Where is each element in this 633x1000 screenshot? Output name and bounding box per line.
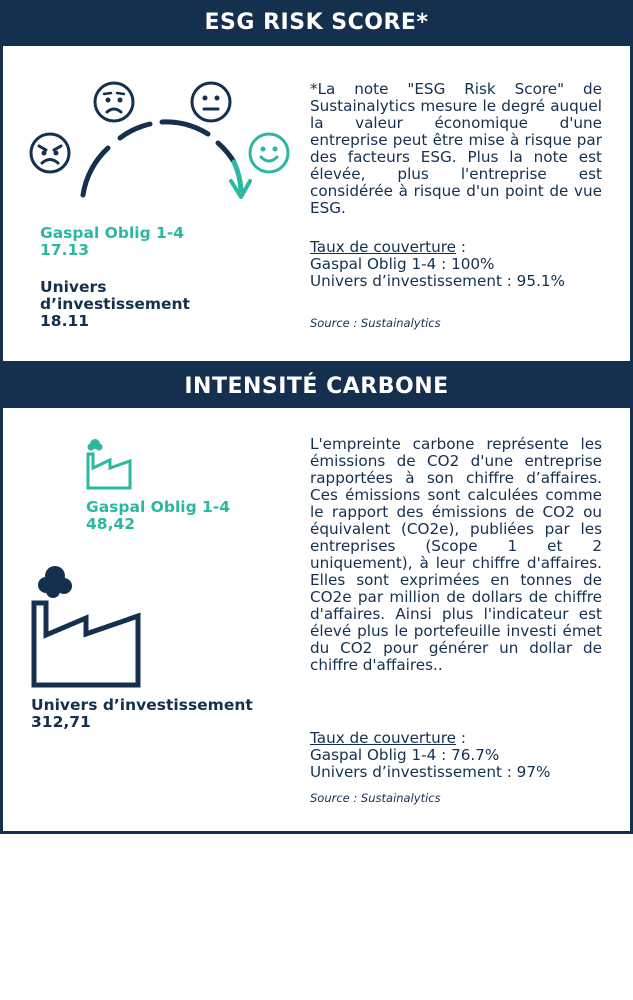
carbon-coverage-colon: :	[456, 729, 466, 747]
carbon-fund-name: Gaspal Oblig 1-4	[86, 498, 231, 516]
carbon-coverage	[310, 730, 610, 781]
esg-fund-label	[40, 225, 184, 259]
esg-coverage-title: Taux de couverture	[310, 238, 456, 256]
esg-section-title: ESG RISK SCORE*	[0, 0, 633, 46]
carbon-source: Source : Sustainalytics	[310, 791, 441, 805]
carbon-description: L'empreinte carbone représente les émissions de CO2 d'une entreprise rapportées à son chiffre d’affaires. Ces émissions sont calculées comme le rapport des émissions de CO2 ou équivalent (CO2e), publiées par les entreprises (Scope 1 et 2 uniquement), à leur chiffre d'affaires. Elles sont exprimées en tonnes de CO2e par million de dollars de chiffre d'affaires. Ainsi plus l'indicateur est élevé plus le portefeuille investi émet du CO2 pour générer un dollar de chiffre d'affaires..	[310, 435, 602, 674]
carbon-fund-label	[86, 499, 230, 533]
gauge-arc-icon	[83, 148, 108, 195]
esg-fund-name: Gaspal Oblig 1-4	[40, 224, 185, 242]
esg-coverage-fund: Gaspal Oblig 1-4 : 100%	[310, 255, 495, 273]
carbon-universe-name: Univers d’investissement	[31, 696, 253, 714]
carbon-universe-value: 312,71	[31, 713, 91, 731]
esg-coverage	[310, 239, 610, 290]
sad-face-icon	[95, 83, 133, 121]
esg-universe-label	[40, 279, 190, 330]
carbon-coverage-title: Taux de couverture	[310, 729, 456, 747]
esg-description: *La note "ESG Risk Score" de Sustainalytics mesure le degré auquel la valeur économique d'une entreprise peut être mise à risque par des facteurs ESG. Plus la note est élevée, plus l'entreprise est considérée à risque d'un point de vue ESG.	[310, 80, 602, 217]
esg-source: Source : Sustainalytics	[310, 316, 441, 330]
esg-fund-score: 17.13	[40, 241, 90, 259]
large-factory-icon	[28, 563, 146, 691]
esg-universe-score: 18.11	[40, 312, 90, 330]
esg-coverage-colon: :	[456, 238, 466, 256]
carbon-coverage-universe: Univers d’investissement : 97%	[310, 763, 551, 781]
neutral-face-icon	[192, 83, 230, 121]
happy-face-icon	[250, 134, 288, 172]
carbon-section-title: INTENSITÉ CARBONE	[0, 364, 633, 410]
carbon-fund-value: 48,42	[86, 515, 136, 533]
carbon-universe-label	[31, 697, 253, 731]
esg-coverage-universe: Univers d’investissement : 95.1%	[310, 272, 565, 290]
small-factory-icon	[82, 436, 136, 492]
carbon-coverage-fund: Gaspal Oblig 1-4 : 76.7%	[310, 746, 500, 764]
esg-universe-name-line2: d’investissement	[40, 295, 190, 313]
angry-face-icon	[31, 134, 69, 172]
esg-universe-name-line1: Univers	[40, 278, 107, 296]
